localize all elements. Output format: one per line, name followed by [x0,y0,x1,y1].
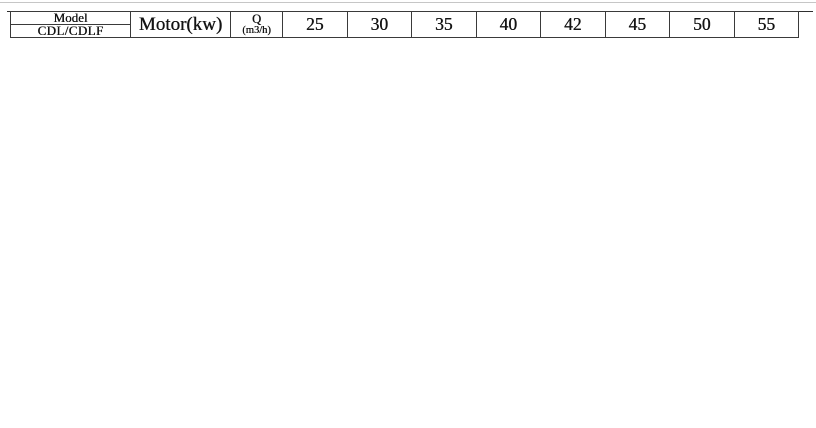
flow-symbol-label: Q [251,12,262,26]
flow-value-header: 40 [476,12,541,38]
model-column-header: Model [11,12,131,25]
motor-column-header: Motor(kw) [131,12,231,38]
flow-value-header: 50 [670,12,735,38]
scan-edge-line [0,2,816,3]
model-series-header: CDL/CDLF [11,25,131,38]
flow-value-header: 55 [734,12,799,38]
pump-performance-table [10,11,799,38]
flow-value-header: 35 [412,12,477,38]
flow-column-header [231,12,283,38]
flow-value-header: 25 [283,12,348,38]
flow-value-header: 42 [541,12,606,38]
flow-unit-label: (m3/h) [242,25,271,36]
flow-value-header: 30 [347,12,412,38]
flow-value-header: 45 [605,12,670,38]
table-header [11,12,799,38]
header-row-1 [11,12,799,25]
